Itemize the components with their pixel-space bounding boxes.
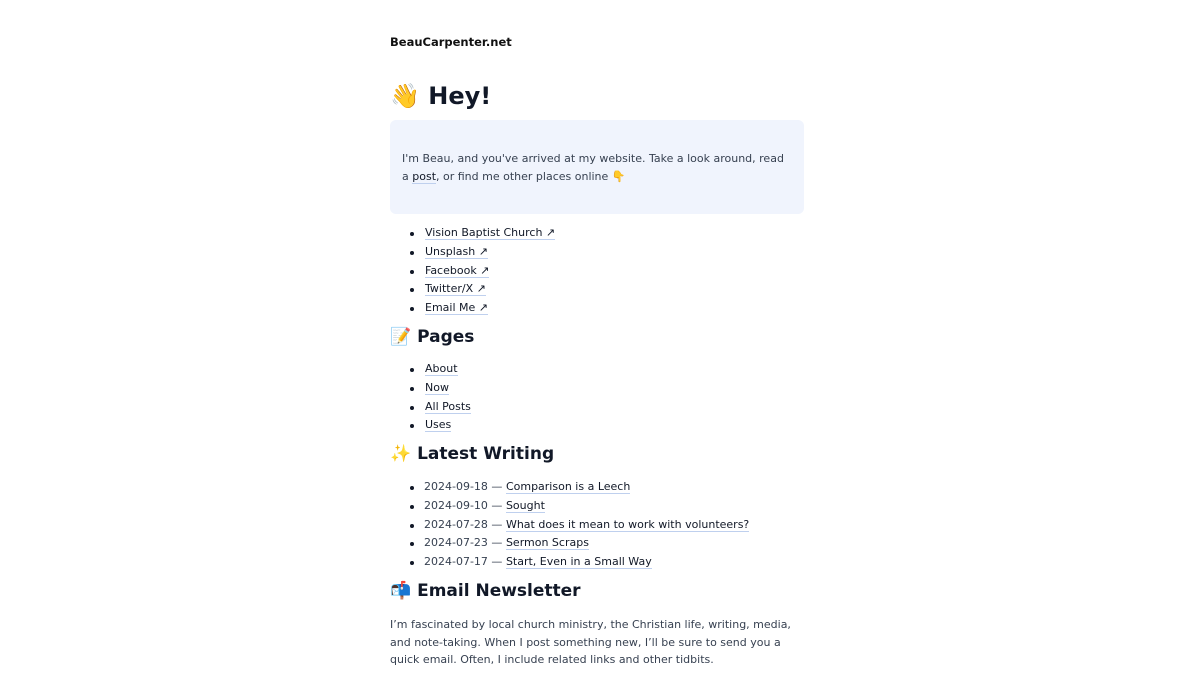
list-item — [390, 516, 749, 535]
link-all-posts[interactable]: All Posts — [425, 399, 471, 413]
newsletter-heading-text: Email Newsletter — [417, 581, 581, 601]
link-facebook[interactable]: Facebook ↗ — [425, 263, 490, 277]
list-item — [390, 379, 471, 398]
site-title-link[interactable]: BeauCarpenter.net — [390, 35, 512, 49]
link-email-me[interactable]: Email Me ↗ — [425, 301, 488, 314]
post-title-link[interactable]: What does it mean to work with volunteers? — [505, 517, 750, 531]
intro-text-end: , or find me other places online 👇 — [436, 169, 626, 183]
mailbox-icon: 📬 — [390, 581, 412, 601]
list-item — [390, 398, 471, 417]
latest-writing-heading — [390, 444, 554, 464]
pages-heading — [390, 327, 474, 347]
page-title-text: Hey! — [428, 82, 492, 110]
memo-icon: 📝 — [390, 327, 412, 347]
link-vision-baptist-church[interactable]: Vision Baptist Church ↗ — [425, 226, 556, 239]
link-twitter-x[interactable]: Twitter/X ↗ — [425, 282, 486, 296]
post-date: 2024-09-18 — — [424, 480, 503, 493]
list-item — [390, 360, 471, 379]
list-item — [390, 416, 471, 435]
post-date: 2024-09-10 — — [424, 498, 503, 512]
post-date: 2024-07-28 — — [424, 517, 503, 531]
social-links-list — [390, 224, 555, 318]
list-item — [390, 243, 555, 262]
post-title-link[interactable]: Sought — [505, 498, 545, 512]
post-link[interactable]: post — [412, 169, 437, 183]
newsletter-heading — [390, 581, 581, 601]
list-item — [390, 497, 749, 516]
link-about[interactable]: About — [425, 362, 458, 375]
link-now[interactable]: Now — [425, 380, 449, 394]
pages-heading-text: Pages — [417, 327, 475, 347]
post-date: 2024-07-17 — — [424, 555, 503, 568]
list-item — [390, 262, 555, 281]
intro-callout — [390, 120, 804, 214]
post-title-link[interactable]: Sermon Scraps — [505, 536, 589, 550]
link-unsplash[interactable]: Unsplash ↗ — [425, 244, 488, 258]
list-item — [390, 299, 555, 318]
pages-list — [390, 360, 471, 435]
intro-text-start: I'm Beau, and you've arrived at my website. Take a look around, read a — [402, 152, 784, 183]
post-title-link[interactable]: Comparison is a Leech — [505, 480, 631, 493]
waving-hand-icon: 👋 — [390, 82, 420, 110]
list-item — [390, 534, 749, 553]
newsletter-description: I’m fascinated by local church ministry, the Christian life, writing, media, and note-taking. When I post something new, I’ll be sure to send you a quick email. Often, I include related links and other tidbits. — [390, 618, 791, 666]
latest-writing-heading-text: Latest Writing — [417, 444, 555, 464]
list-item — [390, 280, 555, 299]
link-uses[interactable]: Uses — [425, 418, 452, 432]
list-item — [390, 224, 555, 243]
page-title — [390, 82, 491, 110]
list-item — [390, 478, 749, 497]
list-item — [390, 553, 749, 572]
post-title-link[interactable]: Start, Even in a Small Way — [505, 555, 652, 568]
post-date: 2024-07-23 — — [424, 536, 503, 550]
latest-posts-list — [390, 478, 749, 572]
sparkles-icon: ✨ — [390, 444, 412, 464]
